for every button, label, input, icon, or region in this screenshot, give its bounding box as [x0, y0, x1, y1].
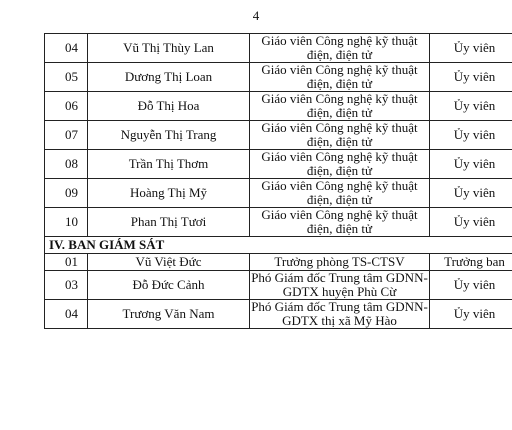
member-role: Ủy viên [430, 271, 512, 300]
table-row [45, 121, 512, 150]
member-name: Đỗ Đức Cảnh [88, 271, 250, 300]
page-number: 4 [252, 8, 260, 23]
member-position: Giáo viên Công nghệ kỹ thuật điện, điện tử [250, 179, 430, 208]
member-name: Vũ Việt Đức [88, 254, 250, 271]
row-number: 07 [45, 121, 88, 150]
member-position: Giáo viên Công nghệ kỹ thuật điện, điện tử [250, 92, 430, 121]
member-name: Phan Thị Tươi [88, 208, 250, 237]
member-role: Ủy viên [430, 150, 512, 179]
member-position: Giáo viên Công nghệ kỹ thuật điện, điện tử [250, 63, 430, 92]
table-row [45, 92, 512, 121]
member-name: Nguyễn Thị Trang [88, 121, 250, 150]
table-row [45, 300, 512, 329]
member-name: Dương Thị Loan [88, 63, 250, 92]
table-row [45, 179, 512, 208]
member-position: Giáo viên Công nghệ kỹ thuật điện, điện tử [250, 121, 430, 150]
member-name: Trần Thị Thơm [88, 150, 250, 179]
member-role: Ủy viên [430, 63, 512, 92]
member-role: Ủy viên [430, 300, 512, 329]
row-number: 04 [45, 300, 88, 329]
member-role: Trưởng ban [430, 254, 512, 271]
section-header-row [45, 237, 512, 254]
member-name: Hoàng Thị Mỹ [88, 179, 250, 208]
member-position: Giáo viên Công nghệ kỹ thuật điện, điện tử [250, 150, 430, 179]
member-role: Ủy viên [430, 208, 512, 237]
row-number: 01 [45, 254, 88, 271]
table-row [45, 63, 512, 92]
member-role: Ủy viên [430, 121, 512, 150]
row-number: 09 [45, 179, 88, 208]
member-position: Phó Giám đốc Trung tâm GDNN-GDTX huyện Phù Cừ [251, 270, 428, 299]
member-position: Phó Giám đốc Trung tâm GDNN-GDTX thị xã Mỹ Hào [251, 299, 428, 328]
committee-table [44, 33, 512, 329]
member-position: Trưởng phòng TS-CTSV [250, 254, 430, 271]
row-number: 06 [45, 92, 88, 121]
row-number: 04 [45, 34, 88, 63]
table-row [45, 150, 512, 179]
table-row [45, 208, 512, 237]
member-role: Ủy viên [430, 92, 512, 121]
member-position: Giáo viên Công nghệ kỹ thuật điện, điện tử [250, 34, 430, 63]
member-name: Vũ Thị Thùy Lan [88, 34, 250, 63]
member-name: Trương Văn Nam [88, 300, 250, 329]
table-row [45, 254, 512, 271]
row-number: 03 [45, 271, 88, 300]
section-title: IV. BAN GIÁM SÁT [45, 237, 512, 254]
member-name: Đỗ Thị Hoa [88, 92, 250, 121]
table-row [45, 271, 512, 300]
table-row [45, 34, 512, 63]
member-role: Ủy viên [430, 34, 512, 63]
member-position: Giáo viên Công nghệ kỹ thuật điện, điện tử [250, 208, 430, 237]
row-number: 05 [45, 63, 88, 92]
member-role: Ủy viên [430, 179, 512, 208]
row-number: 08 [45, 150, 88, 179]
row-number: 10 [45, 208, 88, 237]
